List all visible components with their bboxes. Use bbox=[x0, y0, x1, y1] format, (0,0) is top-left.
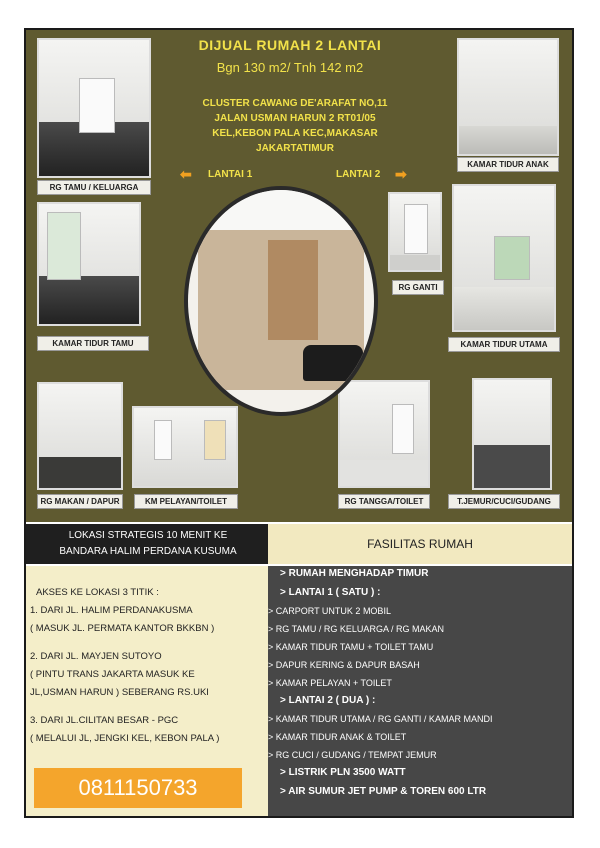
access-line: ( PINTU TRANS JAKARTA MASUK KE bbox=[30, 669, 195, 680]
floor2-label: LANTAI 2 bbox=[336, 169, 381, 180]
arrow-left-icon: ⬅ bbox=[180, 166, 192, 182]
photo-laundry bbox=[472, 378, 552, 490]
caption-guest-room: KAMAR TIDUR TAMU bbox=[37, 336, 149, 351]
photo-living bbox=[37, 38, 151, 178]
size-text: Bgn 130 m2/ Tnh 142 m2 bbox=[216, 60, 364, 75]
access-line: 1. DARI JL. HALIM PERDANAKUSMA bbox=[30, 605, 193, 616]
house-photo bbox=[184, 186, 378, 416]
facility-item: > LISTRIK PLN 3500 WATT bbox=[280, 767, 406, 778]
floor1-label: LANTAI 1 bbox=[208, 169, 253, 180]
caption-servant-room: KM PELAYAN/TOILET bbox=[134, 494, 238, 509]
facility-item: > KAMAR TIDUR TAMU + TOILET TAMU bbox=[268, 642, 434, 652]
address bbox=[160, 96, 430, 156]
facility-item: > LANTAI 1 ( SATU ) : bbox=[280, 587, 381, 598]
caption-laundry: T.JEMUR/CUCI/GUDANG bbox=[448, 494, 560, 509]
access-line: 2. DARI JL. MAYJEN SUTOYO bbox=[30, 651, 162, 662]
access-list bbox=[30, 584, 268, 748]
caption-master-room: KAMAR TIDUR UTAMA bbox=[448, 337, 560, 352]
photo-servant-room bbox=[132, 406, 238, 488]
caption-stairs: RG TANGGA/TOILET bbox=[338, 494, 430, 509]
photo-dressing-room bbox=[388, 192, 442, 272]
phone-number[interactable]: 0811150733 bbox=[34, 768, 242, 808]
flyer-title: DIJUAL RUMAH 2 LANTAI bbox=[198, 37, 382, 53]
photo-guest-room bbox=[37, 202, 141, 326]
address-line: JAKARTATIMUR bbox=[256, 143, 334, 154]
arrow-right-icon: ➡ bbox=[395, 166, 407, 182]
photo-master-room bbox=[452, 184, 556, 332]
facilities-panel bbox=[268, 566, 572, 816]
facility-item: > DAPUR KERING & DAPUR BASAH bbox=[268, 660, 420, 670]
facility-item: > RG CUCI / GUDANG / TEMPAT JEMUR bbox=[268, 750, 437, 760]
facility-item: > CARPORT UNTUK 2 MOBIL bbox=[268, 606, 391, 616]
address-line: CLUSTER CAWANG DE'ARAFAT NO,11 bbox=[202, 98, 388, 109]
photo-stairs bbox=[338, 380, 430, 488]
location-line: LOKASI STRATEGIS 10 MENIT KE bbox=[68, 530, 228, 541]
car bbox=[303, 345, 363, 381]
photo-kids-room bbox=[457, 38, 559, 156]
facility-item: > KAMAR PELAYAN + TOILET bbox=[268, 678, 392, 688]
photo-dining bbox=[37, 382, 123, 490]
location-line: BANDARA HALIM PERDANA KUSUMA bbox=[59, 546, 237, 557]
caption-kids-room: KAMAR TIDUR ANAK bbox=[457, 157, 559, 172]
access-line: AKSES KE LOKASI 3 TITIK : bbox=[36, 587, 159, 598]
caption-living: RG TAMU / KELUARGA bbox=[37, 180, 151, 195]
access-line: ( MASUK JL. PERMATA KANTOR BKKBN ) bbox=[30, 623, 215, 634]
address-line: KEL,KEBON PALA KEC,MAKASAR bbox=[212, 128, 378, 139]
access-line: 3. DARI JL.CILITAN BESAR - PGC bbox=[30, 715, 179, 726]
location-banner bbox=[26, 524, 270, 564]
facility-item: > LANTAI 2 ( DUA ) : bbox=[280, 695, 376, 706]
facilities-title: FASILITAS RUMAH bbox=[268, 524, 572, 564]
caption-dining: RG MAKAN / DAPUR bbox=[37, 494, 123, 509]
facility-item: > RG TAMU / RG KELUARGA / RG MAKAN bbox=[268, 624, 444, 634]
facility-item: > AIR SUMUR JET PUMP & TOREN 600 LTR bbox=[280, 786, 487, 797]
facility-item: > KAMAR TIDUR ANAK & TOILET bbox=[268, 732, 407, 742]
address-line: JALAN USMAN HARUN 2 RT01/05 bbox=[214, 113, 376, 124]
facility-item: > RUMAH MENGHADAP TIMUR bbox=[280, 568, 429, 579]
access-line: ( MELALUI JL, JENGKI KEL, KEBON PALA ) bbox=[30, 733, 220, 744]
caption-dressing-room: RG GANTI bbox=[392, 280, 444, 295]
facility-item: > KAMAR TIDUR UTAMA / RG GANTI / KAMAR MANDI bbox=[268, 714, 493, 724]
access-line: JL,USMAN HARUN ) SEBERANG RS.UKI bbox=[30, 687, 209, 698]
